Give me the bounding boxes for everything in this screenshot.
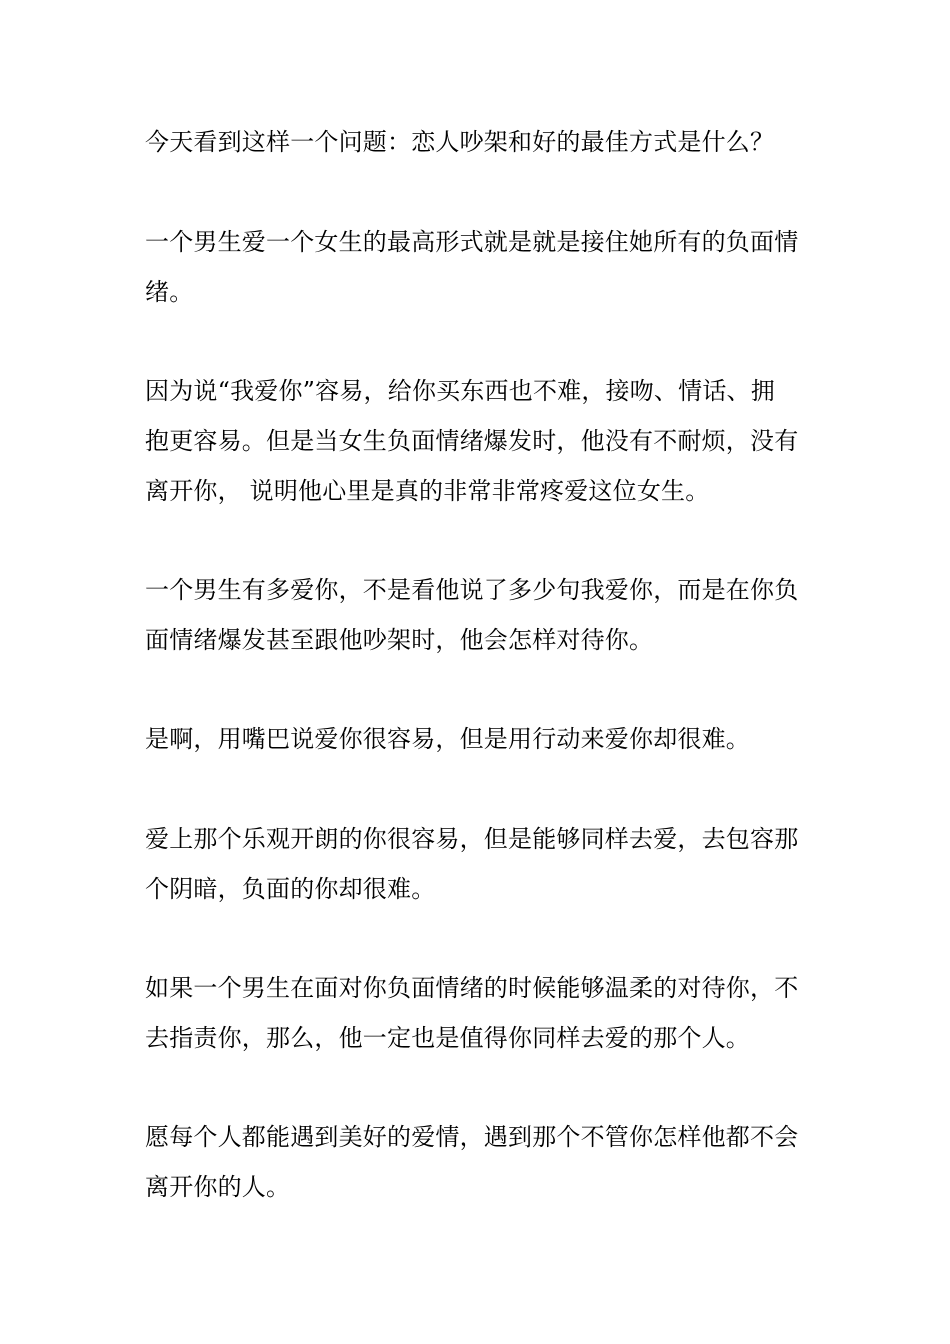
paragraph-1 — [145, 117, 810, 167]
text-line: 是啊，用嘴巴说爱你很容易，但是用行动来爱你却很难。 — [145, 725, 750, 753]
text-line: 绪。 — [145, 278, 194, 306]
paragraph-8 — [145, 1112, 810, 1212]
text-line: 今天看到这样一个问题：恋人吵架和好的最佳方式是什么？ — [145, 128, 775, 156]
paragraph-4 — [145, 565, 810, 665]
text-line: 因为说“我爱你”容易，给你买东西也不难，接吻、情话、拥 — [145, 377, 775, 405]
text-line: 爱上那个乐观开朗的你很容易，但是能够同样去爱，去包容那 — [145, 825, 799, 853]
paragraph-5 — [145, 714, 810, 764]
text-line: 一个男生爱一个女生的最高形式就是就是接住她所有的负面情 — [145, 228, 799, 256]
text-line: 离开你， 说明他心里是真的非常非常疼爱这位女生。 — [145, 477, 710, 505]
text-line: 一个男生有多爱你，不是看他说了多少句我爱你，而是在你负 — [145, 576, 799, 604]
paragraph-6 — [145, 814, 810, 914]
text-line: 如果一个男生在面对你负面情绪的时候能够温柔的对待你，不 — [145, 974, 799, 1002]
text-line: 去指责你，那么，他一定也是值得你同样去爱的那个人。 — [145, 1024, 750, 1052]
paragraph-7 — [145, 963, 810, 1063]
text-line: 抱更容易。但是当女生负面情绪爆发时，他没有不耐烦，没有 — [145, 427, 799, 455]
paragraph-2 — [145, 217, 810, 317]
paragraph-3 — [145, 366, 810, 516]
text-line: 个阴暗，负面的你却很难。 — [145, 875, 436, 903]
text-line: 面情绪爆发甚至跟他吵架时，他会怎样对待你。 — [145, 626, 654, 654]
text-line: 离开你的人。 — [145, 1173, 291, 1201]
text-line: 愿每个人都能遇到美好的爱情，遇到那个不管你怎样他都不会 — [145, 1123, 799, 1151]
